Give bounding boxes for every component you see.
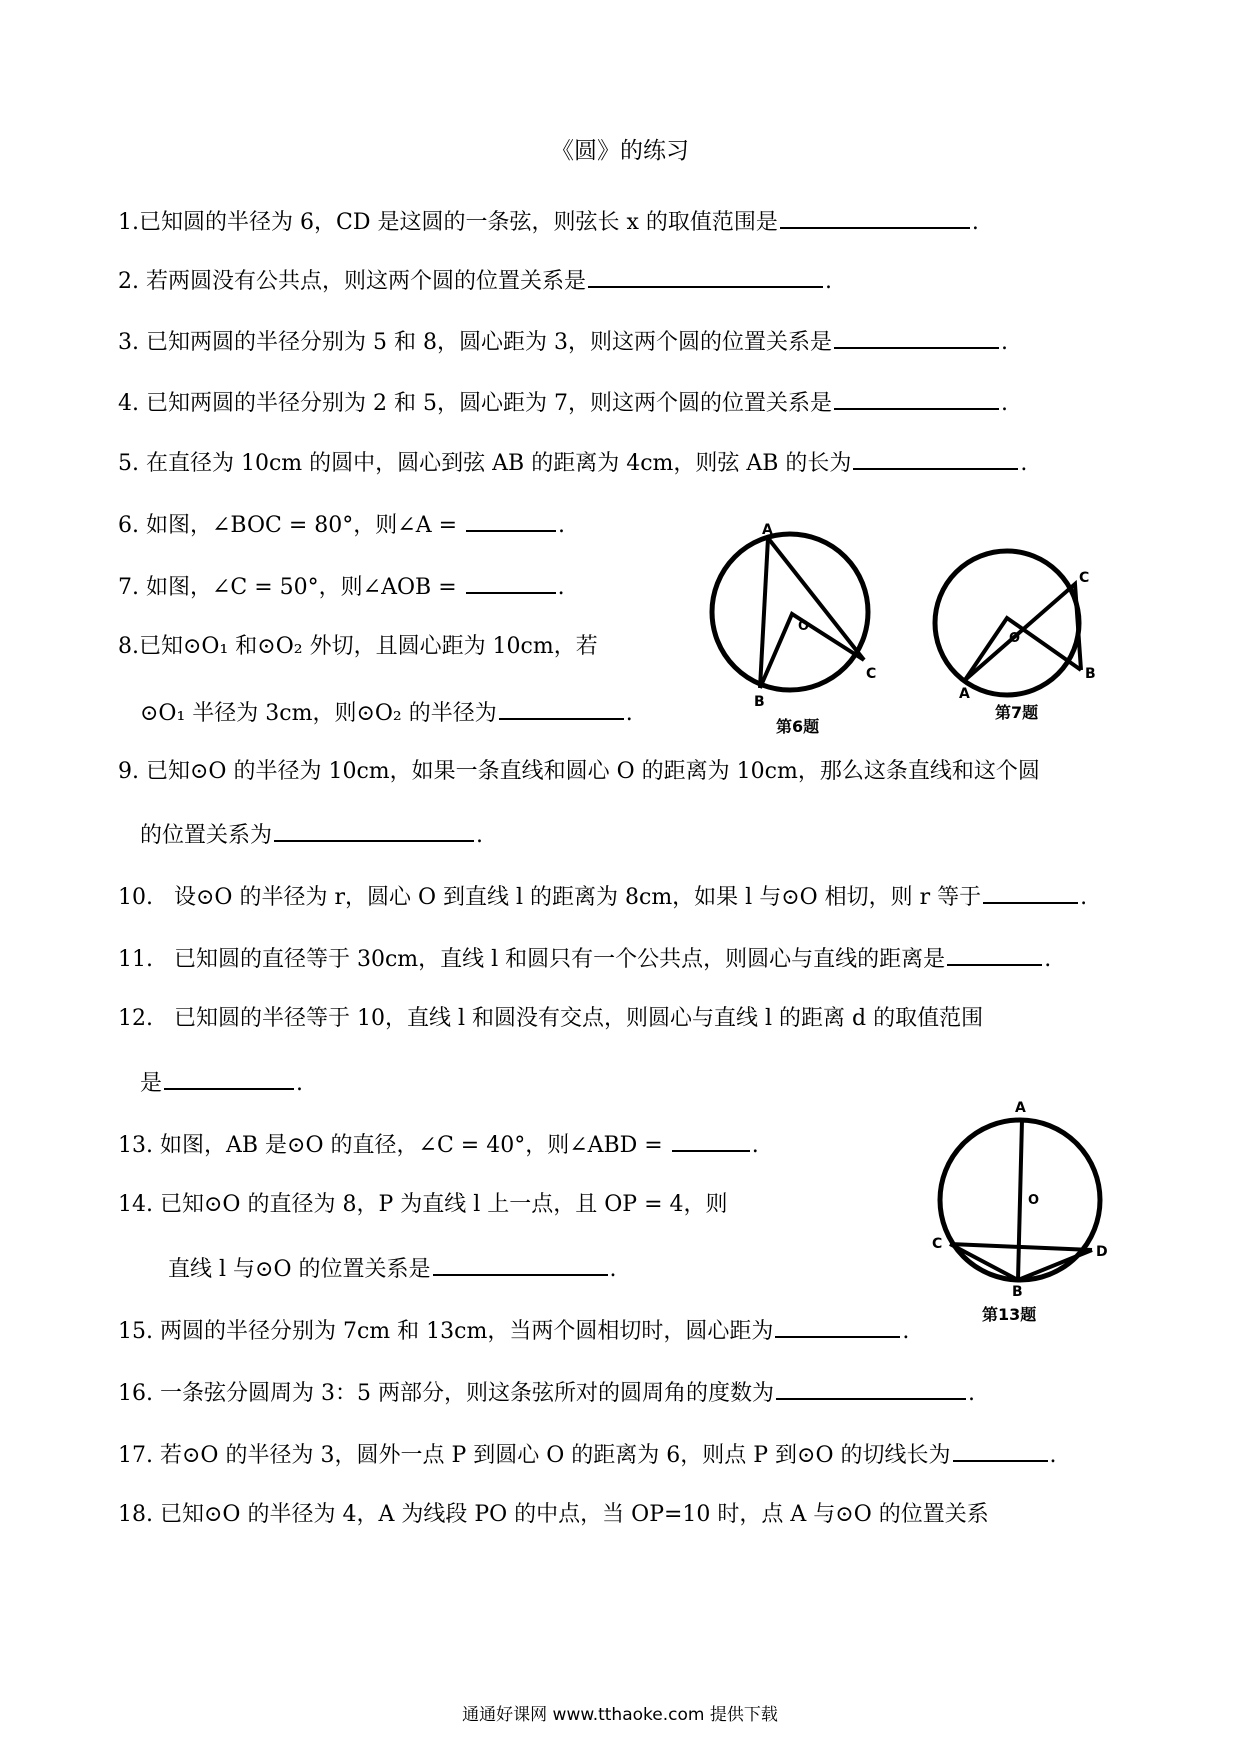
answer-blank[interactable] [834,386,999,410]
question-number: 11. [118,947,153,972]
label-c: C [866,666,877,682]
question-text: 已知⊙O₁ 和⊙O₂ 外切，且圆心距为 10cm，若 [139,634,598,659]
question-number: 9. [118,759,139,784]
radii-ob-oc [760,614,864,688]
label-o: O [1028,1193,1040,1208]
figure-caption: 第7题 [995,703,1039,722]
answer-blank[interactable] [776,1376,966,1400]
question-14-line-2: 直线 l 与⊙O 的位置关系是 . [168,1252,617,1285]
question-number: 13. [118,1133,153,1158]
label-d: D [1096,1244,1108,1260]
question-number: 8. [118,634,139,659]
label-a: A [1015,1100,1026,1116]
label-b: B [1085,666,1096,682]
chord-ac [768,538,864,660]
question-number: 6. [118,513,139,538]
question-text: 已知两圆的半径分别为 2 和 5，圆心距为 7，则这两个圆的位置关系是 [146,391,832,416]
question-text: 若⊙O 的半径为 3，圆外一点 P 到圆心 O 的距离为 6，则点 P 到⊙O 的切线长为 [160,1443,951,1468]
page-title: 《圆》的练习 [551,138,689,164]
question-text: 已知圆的半径为 6，CD 是这圆的一条弦，则弦长 x 的取值范围是 [139,210,778,235]
label-b: B [1012,1284,1023,1300]
question-number: 2. [118,269,139,294]
label-a: A [959,686,970,702]
figure-caption: 第13题 [982,1305,1037,1324]
chord-cd [950,1244,1092,1250]
question-6: 6. 如图，∠BOC = 80°，则∠A = . [118,508,565,541]
question-12 [118,1004,983,1034]
question-text: 已知⊙O 的半径为 10cm，如果一条直线和圆心 O 的距离为 10cm，那么这条直线和这个圆 [146,759,1040,784]
answer-blank[interactable] [164,1066,294,1090]
question-text: 在直径为 10cm 的圆中，圆心到弦 AB 的距离为 4cm，则弦 AB 的长为 [146,451,852,476]
question-text: 已知圆的直径等于 30cm，直线 l 和圆只有一个公共点，则圆心与直线的距离是 [173,947,946,972]
question-text: ⊙O₁ 半径为 3cm，则⊙O₂ 的半径为 [140,701,497,726]
question-9 [118,757,1040,787]
label-b: B [754,694,765,710]
question-12-line-2: 是 . [140,1066,303,1099]
page-footer: 通通好课网 www.tthaoke.com 提供下载 [462,1705,778,1725]
question-number: 16. [118,1381,153,1406]
answer-blank[interactable] [947,942,1042,966]
answer-blank[interactable] [274,818,474,842]
answer-blank[interactable] [780,205,970,229]
figure-question-7 [925,548,1105,728]
answer-blank[interactable] [983,880,1078,904]
answer-blank[interactable] [433,1252,608,1276]
answer-blank[interactable] [466,508,556,532]
answer-blank[interactable] [466,570,556,594]
question-text: 已知⊙O 的半径为 4，A 为线段 PO 的中点，当 OP=10 时，点 A 与⊙O 的位置关系 [160,1502,989,1527]
question-10: 10. 设⊙O 的半径为 r，圆心 O 到直线 l 的距离为 8cm，如果 l 与⊙O 相切，则 r 等于 . [118,880,1087,913]
question-1: 1.已知圆的半径为 6，CD 是这圆的一条弦，则弦长 x 的取值范围是 . [118,205,979,238]
question-text: 已知⊙O 的直径为 8，P 为直线 l 上一点，且 OP = 4，则 [160,1192,728,1217]
question-text: 设⊙O 的半径为 r，圆心 O 到直线 l 的距离为 8cm，如果 l 与⊙O 相切，则 r 等于 [173,885,982,910]
question-14 [118,1190,728,1220]
question-text: 若两圆没有公共点，则这两个圆的位置关系是 [146,269,587,294]
question-18 [118,1500,989,1530]
question-8-line-2: ⊙O₁ 半径为 3cm，则⊙O₂ 的半径为 . [140,696,633,729]
question-number: 17. [118,1443,153,1468]
question-4: 4. 已知两圆的半径分别为 2 和 5，圆心距为 7，则这两个圆的位置关系是 . [118,386,1008,419]
question-text: 两圆的半径分别为 7cm 和 13cm，当两个圆相切时，圆心距为 [160,1319,774,1344]
answer-blank[interactable] [588,264,823,288]
question-3: 3. 已知两圆的半径分别为 5 和 8，圆心距为 3，则这两个圆的位置关系是 . [118,325,1008,358]
question-number: 7. [118,575,139,600]
question-number: 1. [118,210,139,235]
question-7: 7. 如图，∠C = 50°，则∠AOB = . [118,570,565,603]
question-13: 13. 如图，AB 是⊙O 的直径，∠C = 40°，则∠ABD = . [118,1128,759,1161]
question-text: 的位置关系为 [140,823,273,848]
figure-caption: 第6题 [776,717,820,736]
question-number: 14. [118,1192,153,1217]
figure-question-6 [700,520,880,740]
chord-ab [760,538,768,688]
question-9-line-2: 的位置关系为 . [140,818,483,851]
question-text: 是 [140,1071,163,1096]
question-text: 如图，∠C = 50°，则∠AOB = [146,575,464,600]
label-c: C [932,1236,943,1252]
circle [935,551,1079,695]
answer-blank[interactable] [775,1314,900,1338]
label-a: A [762,522,773,538]
question-5: 5. 在直径为 10cm 的圆中，圆心到弦 AB 的距离为 4cm，则弦 AB 的长为 . [118,446,1027,479]
question-number: 3. [118,330,139,355]
question-16: 16. 一条弦分圆周为 3：5 两部分，则这条弦所对的圆周角的度数为 . [118,1376,975,1409]
question-11: 11. 已知圆的直径等于 30cm，直线 l 和圆只有一个公共点，则圆心与直线的距离是 . [118,942,1051,975]
question-number: 10. [118,885,153,910]
circle [712,534,868,690]
label-c: C [1079,570,1090,586]
question-number: 18. [118,1502,153,1527]
question-15: 15. 两圆的半径分别为 7cm 和 13cm，当两个圆相切时，圆心距为 . [118,1314,909,1347]
question-text: 已知圆的半径等于 10，直线 l 和圆没有交点，则圆心与直线 l 的距离 d 的取值范围 [173,1006,984,1031]
label-o: O [1009,631,1021,646]
answer-blank[interactable] [853,446,1018,470]
question-text: 如图，∠BOC = 80°，则∠A = [146,513,465,538]
question-text: 已知两圆的半径分别为 5 和 8，圆心距为 3，则这两个圆的位置关系是 [146,330,832,355]
answer-blank[interactable] [499,696,624,720]
answer-blank[interactable] [672,1128,750,1152]
question-number: 15. [118,1319,153,1344]
question-number: 12. [118,1006,153,1031]
question-number: 4. [118,391,139,416]
question-text: 直线 l 与⊙O 的位置关系是 [168,1257,431,1282]
label-o: O [798,619,810,634]
question-text: 如图，AB 是⊙O 的直径，∠C = 40°，则∠ABD = [160,1133,670,1158]
question-number: 5. [118,451,139,476]
question-2: 2. 若两圆没有公共点，则这两个圆的位置关系是 . [118,264,832,297]
diameter-ab [1018,1120,1022,1280]
question-text: 一条弦分圆周为 3：5 两部分，则这条弦所对的圆周角的度数为 [160,1381,774,1406]
question-17: 17. 若⊙O 的半径为 3，圆外一点 P 到圆心 O 的距离为 6，则点 P 到⊙O 的切线长为 . [118,1438,1057,1471]
answer-blank[interactable] [953,1438,1048,1462]
answer-blank[interactable] [834,325,999,349]
figure-question-13 [920,1092,1120,1332]
question-8 [118,632,598,662]
